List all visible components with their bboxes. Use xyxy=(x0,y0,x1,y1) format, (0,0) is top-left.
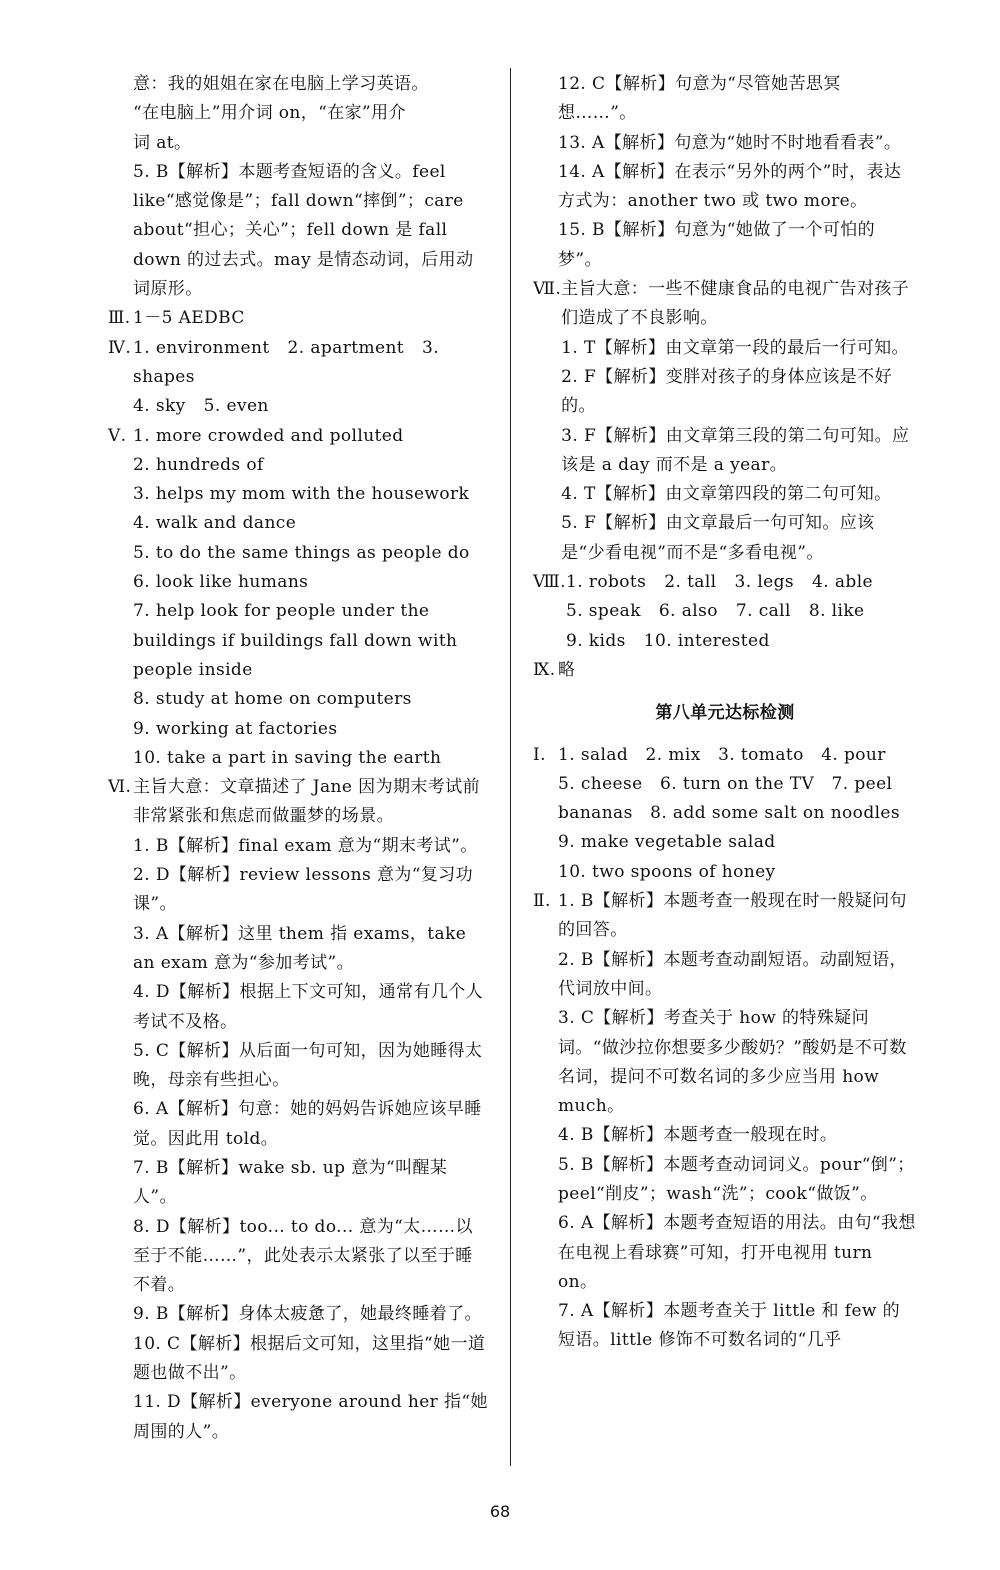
answer-item: 3. A【解析】这里 them 指 exams，take an exam 意为“参加考试”。 xyxy=(133,923,467,973)
answer-word: 8. like xyxy=(808,601,865,622)
answer-item: 5. C【解析】从后面一句可知，因为她睡得太晚，母亲有些担心。 xyxy=(133,1040,483,1091)
answer-row xyxy=(566,568,917,597)
section-9 xyxy=(533,656,917,685)
answer-item: 15. B【解析】句意为“她做了一个可怕的梦”。 xyxy=(558,220,876,270)
answer-item: 8. D【解析】too... to do... 意为“太……以至于不能……”，此处表示太紧张了以至于睡不着。 xyxy=(133,1216,473,1296)
main-idea: 主旨大意：一些不健康食品的电视广告对孩子们造成了不良影响。 xyxy=(561,279,910,329)
answer-item: 10. C【解析】根据后文可知，这里指“她一道题也做不出”。 xyxy=(133,1333,486,1384)
answer-words: 1. salad 2. mix 3. tomato 4. pour 5. cheese 6. turn on the TV 7. peel bananas 8. add some salt on noodles xyxy=(558,744,904,824)
section-number: Ⅰ. xyxy=(533,744,546,765)
answer-row xyxy=(566,627,917,656)
section-number: Ⅷ. xyxy=(533,572,566,593)
answer-word: 3. legs xyxy=(734,572,795,593)
answer-item: 14. A【解析】在表示“另外的两个”时，表达方式为：another two 或 two more。 xyxy=(558,161,902,212)
answer-item: 3. helps my mom with the housework xyxy=(133,484,470,505)
answer-item: 4. walk and dance xyxy=(133,513,297,534)
section-3 xyxy=(108,304,490,333)
text-line: 意：我的姐姐在家在电脑上学习英语。 xyxy=(133,74,429,94)
answer-item: 2. B【解析】本题考查动副短语。动副短语，代词放中间。 xyxy=(558,949,907,999)
answer-item: 10. two spoons of honey xyxy=(558,861,776,882)
main-idea: 主旨大意：文章描述了 Jane 因为期末考试前非常紧张和焦虑而做噩梦的场景。 xyxy=(133,777,480,827)
answer-word: 10. interested xyxy=(643,630,770,651)
answer-word: 3. shapes xyxy=(133,337,440,387)
text-line: 词 at。 xyxy=(133,132,192,153)
answer-item: 6. look like humans xyxy=(133,572,309,593)
answer-word: 6. also xyxy=(658,601,718,622)
answer-item: 2. hundreds of xyxy=(133,454,264,475)
section-number: Ⅱ. xyxy=(533,891,551,912)
section-number: Ⅲ. xyxy=(108,308,131,329)
answer-word: 5. even xyxy=(203,396,269,417)
answer-item: 1. T【解析】由文章第一段的最后一行可知。 xyxy=(561,337,909,358)
answer-word: 5. speak xyxy=(565,601,641,622)
answer-item: 10. take a part in saving the earth xyxy=(133,747,442,768)
answer-item: 8. study at home on computers xyxy=(133,689,412,710)
section-answer: 1－5 AEDBC xyxy=(133,308,245,329)
section-answer: 略 xyxy=(558,659,576,680)
answer-item: 11. D【解析】everyone around her 指“她周围的人”。 xyxy=(133,1392,488,1442)
answer-item: 5. B【解析】本题考查动词词义。pour“倒”；peel“削皮”；wash“洗”；cook“做饭”。 xyxy=(558,1154,915,1204)
answer-item: 7. B【解析】wake sb. up 意为“叫醒某人”。 xyxy=(133,1157,448,1208)
section-number: Ⅴ. xyxy=(108,425,127,446)
section-number: Ⅸ. xyxy=(533,659,556,680)
answer-item: 3. F【解析】由文章第三段的第二句可知。应该是 a day 而不是 a year。 xyxy=(561,425,910,475)
answer-item: 7. help look for people under the buildings if buildings fall down with people inside xyxy=(133,601,458,680)
section-number: Ⅵ. xyxy=(108,777,132,798)
answer-item: 4. B【解析】本题考查一般现在时。 xyxy=(558,1125,838,1146)
answer-item: 6. A【解析】本题考查短语的用法。由句“我想在电视上看球赛”可知，打开电视用 turn on。 xyxy=(558,1213,916,1292)
answer-item: 1. B【解析】本题考查一般现在时一般疑问句的回答。 xyxy=(558,891,907,941)
page-number: 68 xyxy=(489,1502,511,1521)
answer-item: 9. make vegetable salad xyxy=(558,832,776,853)
answer-item: 12. C【解析】句意为“尽管她苦思冥想……”。 xyxy=(558,74,841,124)
answer-word: 9. kids xyxy=(565,630,626,651)
answer-row xyxy=(133,334,490,393)
answer-item: 13. A【解析】句意为“她时不时地看看表”。 xyxy=(558,132,902,153)
answer-item: 9. B【解析】身体太疲惫了，她最终睡着了。 xyxy=(133,1304,482,1325)
left-column xyxy=(108,70,490,1447)
right-column xyxy=(533,70,917,1356)
answer-row xyxy=(133,392,490,421)
unit8-section-2 xyxy=(533,887,917,1356)
answer-item: 2. D【解析】review lessons 意为“复习功课”。 xyxy=(133,865,474,915)
answer-word: 1. robots xyxy=(565,572,647,593)
answer-item: 2. F【解析】变胖对孩子的身体应该是不好的。 xyxy=(561,366,892,417)
answer-item: 5. F【解析】由文章最后一句可知。应该是“少看电视”而不是“多看电视”。 xyxy=(561,513,875,563)
section-number: Ⅳ. xyxy=(108,337,132,358)
answer-item: 1. B【解析】final exam 意为“期末考试”。 xyxy=(133,835,478,856)
text-line: “在电脑上”用介词 on，“在家”用介 xyxy=(133,103,406,124)
answer-item: 4. D【解析】根据上下文可知，通常有几个人考试不及格。 xyxy=(133,982,484,1032)
answer-item: 3. C【解析】考查关于 how 的特殊疑问词。“做沙拉你想要多少酸奶？”酸奶是不可数名词，提问不可数名词的多少应当用 how much。 xyxy=(558,1008,907,1117)
answer-item: 5. B【解析】本题考查短语的含义。feel like“感觉像是”；fall down“摔倒”；care about“担心；关心”；fell down 是 fall down 的过去式。may 是情态动词，后用动词原形。 xyxy=(133,161,474,300)
answer-word: 2. tall xyxy=(664,572,717,593)
answer-item: 1. more crowded and polluted xyxy=(133,425,404,446)
unit-title: 第八单元达标检测 xyxy=(655,703,795,724)
answer-word: 1. environment xyxy=(133,337,270,358)
answer-word: 4. able xyxy=(812,572,873,593)
answer-item: 7. A【解析】本题考查关于 little 和 few 的短语。little 修饰不可数名词的“几乎 xyxy=(558,1301,901,1351)
answer-word: 4. sky xyxy=(133,396,186,417)
section-4 xyxy=(108,334,490,422)
answer-item: 9. working at factories xyxy=(133,718,338,739)
section-6 xyxy=(108,773,490,1447)
column-divider xyxy=(510,68,511,1466)
section-8 xyxy=(533,568,917,656)
section-5 xyxy=(108,422,490,774)
answer-item: 5. to do the same things as people do xyxy=(133,542,470,563)
continued-answer xyxy=(108,70,490,158)
answer-word: 7. call xyxy=(735,601,791,622)
answer-word: 2. apartment xyxy=(287,337,405,358)
answer-item: 6. A【解析】句意：她的妈妈告诉她应该早睡觉。因此用 told。 xyxy=(133,1099,482,1149)
section-7 xyxy=(533,275,917,568)
unit8-section-1 xyxy=(533,741,917,887)
answer-row xyxy=(566,597,917,626)
answer-item: 4. T【解析】由文章第四段的第二句可知。 xyxy=(561,484,892,505)
section-number: Ⅶ. xyxy=(533,279,562,300)
